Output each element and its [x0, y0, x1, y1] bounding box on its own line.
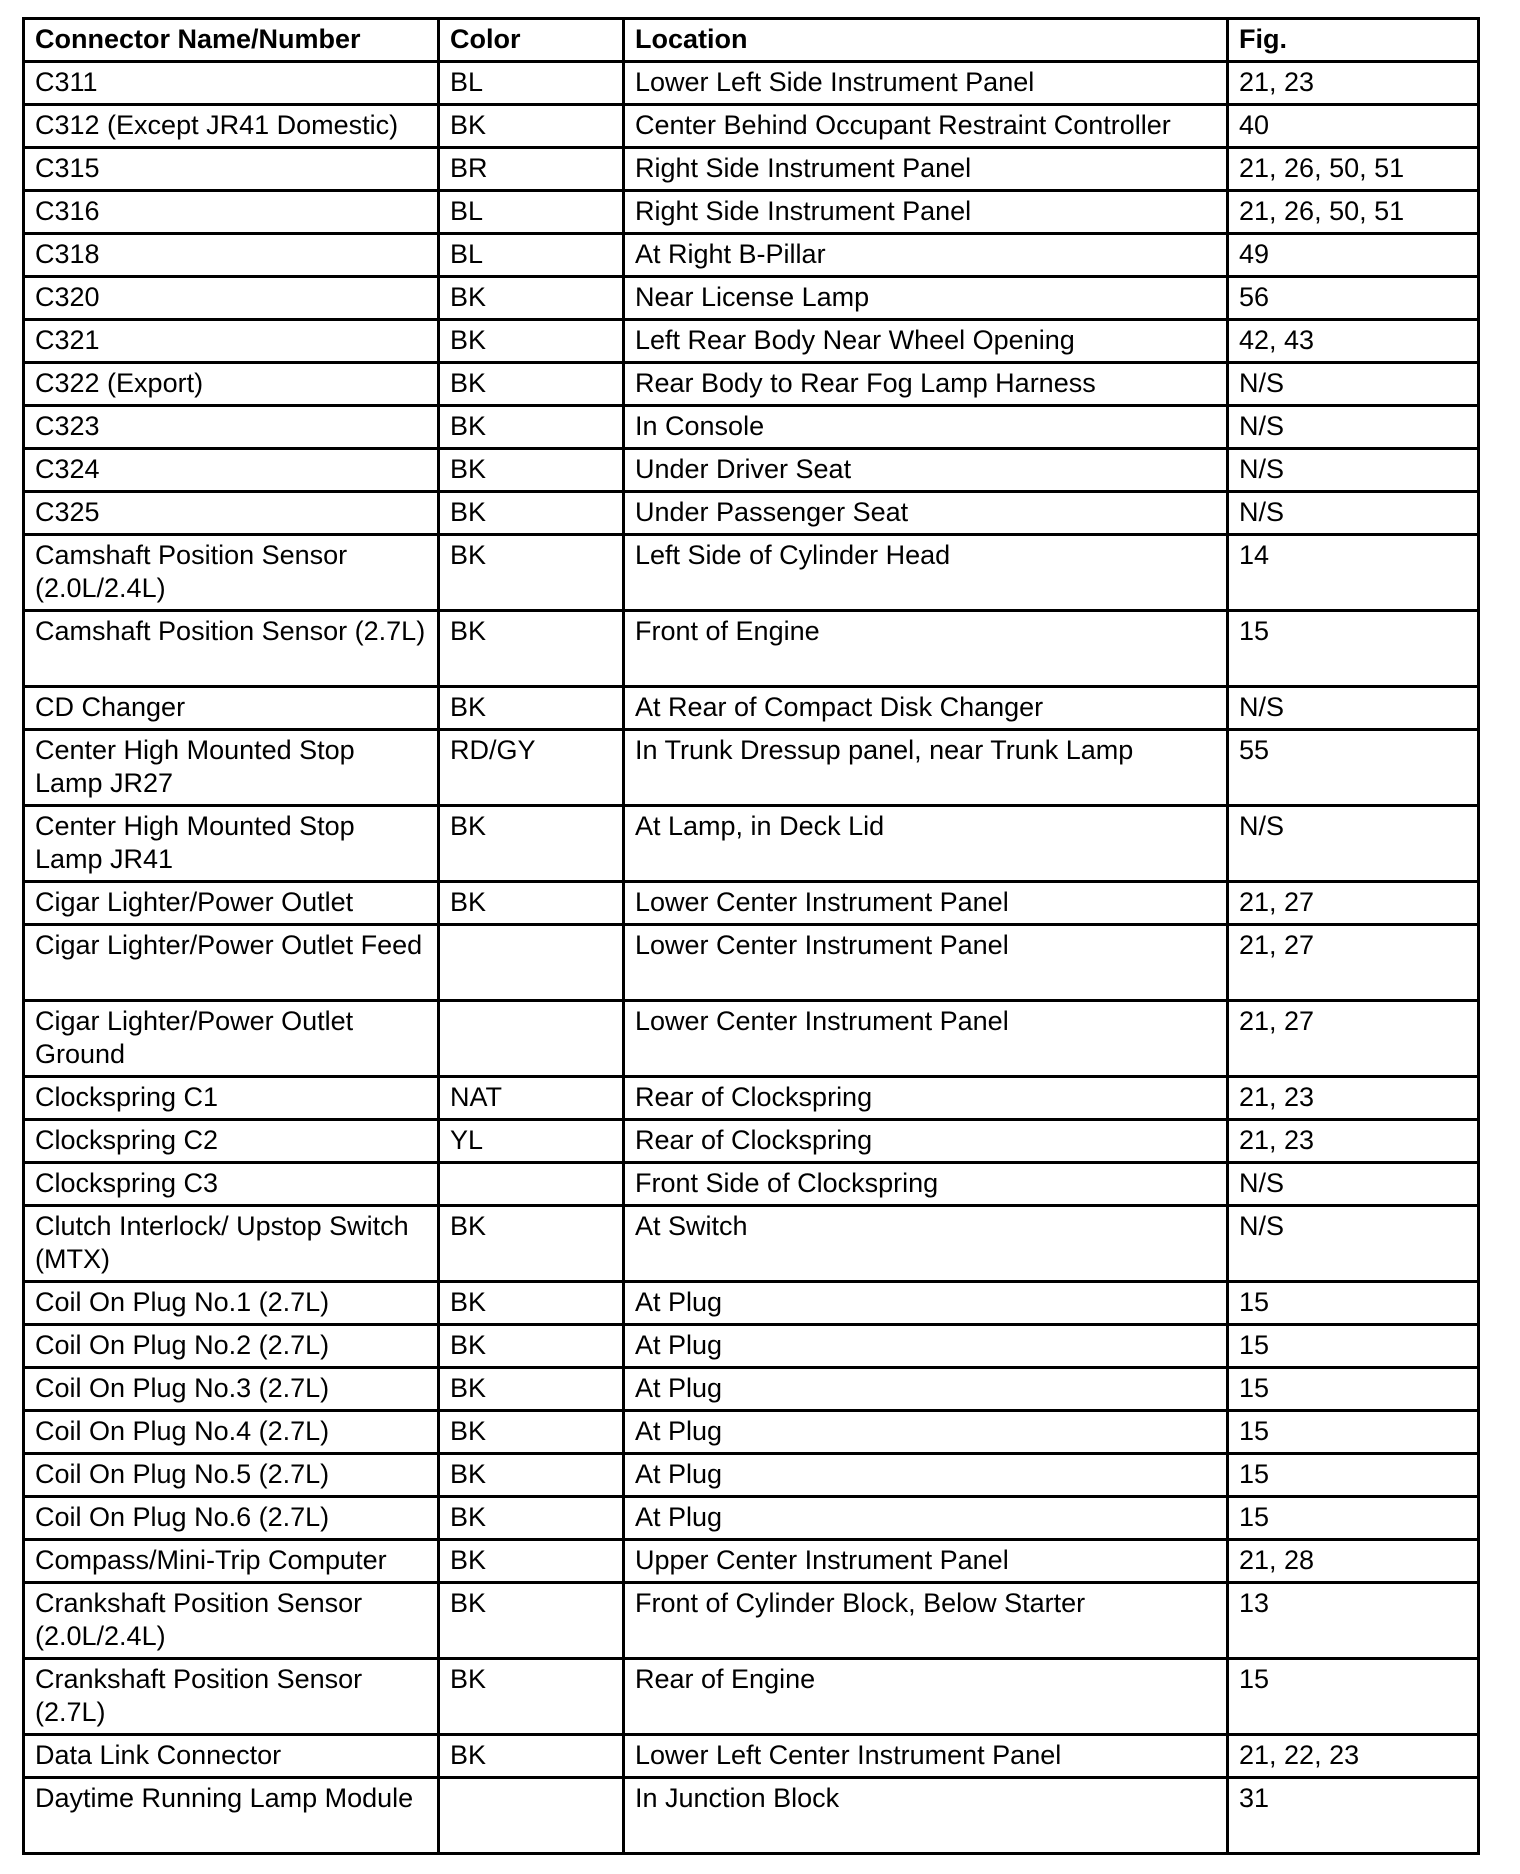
table-row	[24, 1583, 1479, 1659]
table-row	[24, 1206, 1479, 1282]
cell-fig: N/S	[1228, 363, 1479, 406]
cell-connector: Coil On Plug No.1 (2.7L)	[24, 1282, 439, 1325]
cell-color: BK	[439, 535, 624, 611]
cell-connector: Camshaft Position Sensor (2.7L)	[24, 611, 439, 687]
table-row	[24, 1325, 1479, 1368]
cell-connector: Camshaft Position Sensor (2.0L/2.4L)	[24, 535, 439, 611]
table-row	[24, 1735, 1479, 1778]
cell-color: BK	[439, 1497, 624, 1540]
cell-color: BK	[439, 105, 624, 148]
cell-fig: 21, 26, 50, 51	[1228, 191, 1479, 234]
cell-connector: Daytime Running Lamp Module	[24, 1778, 439, 1854]
cell-color: BL	[439, 62, 624, 105]
cell-connector: Compass/Mini-Trip Computer	[24, 1540, 439, 1583]
table-row	[24, 1120, 1479, 1163]
cell-color: BK	[439, 1282, 624, 1325]
cell-connector: Coil On Plug No.4 (2.7L)	[24, 1411, 439, 1454]
cell-connector: C322 (Export)	[24, 363, 439, 406]
table-row	[24, 62, 1479, 105]
cell-fig: 21, 27	[1228, 925, 1479, 1001]
cell-color: BK	[439, 1583, 624, 1659]
cell-fig: 21, 22, 23	[1228, 1735, 1479, 1778]
cell-fig: 15	[1228, 611, 1479, 687]
cell-connector: CD Changer	[24, 687, 439, 730]
cell-fig: N/S	[1228, 1163, 1479, 1206]
cell-fig: 15	[1228, 1325, 1479, 1368]
cell-connector: Cigar Lighter/Power Outlet Ground	[24, 1001, 439, 1077]
cell-fig: 15	[1228, 1454, 1479, 1497]
cell-location: In Trunk Dressup panel, near Trunk Lamp	[624, 730, 1228, 806]
cell-location: At Switch	[624, 1206, 1228, 1282]
cell-fig: 15	[1228, 1411, 1479, 1454]
cell-fig: N/S	[1228, 406, 1479, 449]
cell-location: Lower Center Instrument Panel	[624, 1001, 1228, 1077]
cell-fig: 55	[1228, 730, 1479, 806]
cell-fig: 15	[1228, 1368, 1479, 1411]
table-row	[24, 363, 1479, 406]
cell-connector: Clockspring C3	[24, 1163, 439, 1206]
cell-location: At Lamp, in Deck Lid	[624, 806, 1228, 882]
cell-location: At Plug	[624, 1368, 1228, 1411]
cell-fig: 15	[1228, 1497, 1479, 1540]
cell-connector: C318	[24, 234, 439, 277]
cell-color: BK	[439, 1206, 624, 1282]
table-row	[24, 234, 1479, 277]
cell-connector: Center High Mounted Stop Lamp JR27	[24, 730, 439, 806]
cell-color: YL	[439, 1120, 624, 1163]
cell-color: BR	[439, 148, 624, 191]
cell-color	[439, 1001, 624, 1077]
cell-location: Right Side Instrument Panel	[624, 148, 1228, 191]
cell-fig: 21, 23	[1228, 1077, 1479, 1120]
cell-fig: 42, 43	[1228, 320, 1479, 363]
cell-fig: 21, 28	[1228, 1540, 1479, 1583]
cell-location: In Console	[624, 406, 1228, 449]
cell-connector: C312 (Except JR41 Domestic)	[24, 105, 439, 148]
table-row	[24, 611, 1479, 687]
cell-connector: Coil On Plug No.6 (2.7L)	[24, 1497, 439, 1540]
cell-fig: 21, 23	[1228, 1120, 1479, 1163]
cell-fig: 21, 26, 50, 51	[1228, 148, 1479, 191]
cell-fig: 15	[1228, 1659, 1479, 1735]
connector-location-table	[22, 17, 1480, 1855]
cell-color: BK	[439, 1368, 624, 1411]
cell-connector: C316	[24, 191, 439, 234]
table-row	[24, 320, 1479, 363]
cell-fig: 21, 27	[1228, 882, 1479, 925]
cell-color: BK	[439, 1659, 624, 1735]
cell-fig: 49	[1228, 234, 1479, 277]
cell-connector: Crankshaft Position Sensor (2.0L/2.4L)	[24, 1583, 439, 1659]
cell-connector: C311	[24, 62, 439, 105]
table-row	[24, 882, 1479, 925]
cell-color: BK	[439, 406, 624, 449]
cell-fig: 40	[1228, 105, 1479, 148]
table-row	[24, 1077, 1479, 1120]
cell-color: RD/GY	[439, 730, 624, 806]
cell-color: BK	[439, 1540, 624, 1583]
header-color: Color	[439, 19, 624, 62]
table-row	[24, 925, 1479, 1001]
table-row	[24, 1411, 1479, 1454]
cell-color: BK	[439, 1325, 624, 1368]
cell-location: Center Behind Occupant Restraint Controller	[624, 105, 1228, 148]
cell-color: BK	[439, 882, 624, 925]
cell-color	[439, 1163, 624, 1206]
table-row	[24, 730, 1479, 806]
cell-location: Upper Center Instrument Panel	[624, 1540, 1228, 1583]
table-row	[24, 148, 1479, 191]
table-row	[24, 806, 1479, 882]
header-connector-name: Connector Name/Number	[24, 19, 439, 62]
cell-location: Lower Center Instrument Panel	[624, 925, 1228, 1001]
table-row	[24, 1163, 1479, 1206]
cell-location: Front of Engine	[624, 611, 1228, 687]
table-row	[24, 492, 1479, 535]
cell-location: Lower Left Side Instrument Panel	[624, 62, 1228, 105]
cell-fig: 31	[1228, 1778, 1479, 1854]
cell-connector: Crankshaft Position Sensor (2.7L)	[24, 1659, 439, 1735]
cell-fig: N/S	[1228, 806, 1479, 882]
cell-color: BK	[439, 320, 624, 363]
cell-color	[439, 925, 624, 1001]
cell-fig: N/S	[1228, 449, 1479, 492]
header-location: Location	[624, 19, 1228, 62]
cell-color: BK	[439, 363, 624, 406]
cell-location: Rear Body to Rear Fog Lamp Harness	[624, 363, 1228, 406]
cell-color: BK	[439, 611, 624, 687]
cell-color: BK	[439, 1411, 624, 1454]
cell-location: At Plug	[624, 1497, 1228, 1540]
cell-connector: Clockspring C2	[24, 1120, 439, 1163]
cell-connector: C321	[24, 320, 439, 363]
table-row	[24, 1282, 1479, 1325]
cell-fig: N/S	[1228, 492, 1479, 535]
cell-fig: 21, 27	[1228, 1001, 1479, 1077]
cell-location: Lower Left Center Instrument Panel	[624, 1735, 1228, 1778]
cell-connector: C320	[24, 277, 439, 320]
cell-location: Under Passenger Seat	[624, 492, 1228, 535]
cell-location: Left Side of Cylinder Head	[624, 535, 1228, 611]
cell-connector: Coil On Plug No.3 (2.7L)	[24, 1368, 439, 1411]
cell-connector: C324	[24, 449, 439, 492]
cell-location: Front of Cylinder Block, Below Starter	[624, 1583, 1228, 1659]
cell-connector: C325	[24, 492, 439, 535]
cell-location: At Plug	[624, 1454, 1228, 1497]
cell-fig: N/S	[1228, 687, 1479, 730]
cell-location: At Plug	[624, 1282, 1228, 1325]
table-row	[24, 277, 1479, 320]
table-row	[24, 191, 1479, 234]
table-row	[24, 449, 1479, 492]
cell-location: Rear of Clockspring	[624, 1077, 1228, 1120]
cell-location: Near License Lamp	[624, 277, 1228, 320]
table-row	[24, 1454, 1479, 1497]
cell-color: BK	[439, 1454, 624, 1497]
table-row	[24, 535, 1479, 611]
connector-table-container	[22, 17, 1477, 1855]
cell-location: Front Side of Clockspring	[624, 1163, 1228, 1206]
cell-location: Lower Center Instrument Panel	[624, 882, 1228, 925]
cell-fig: 21, 23	[1228, 62, 1479, 105]
cell-location: Right Side Instrument Panel	[624, 191, 1228, 234]
cell-location: At Plug	[624, 1325, 1228, 1368]
cell-connector: C315	[24, 148, 439, 191]
header-fig: Fig.	[1228, 19, 1479, 62]
cell-color: NAT	[439, 1077, 624, 1120]
cell-color: BK	[439, 449, 624, 492]
cell-location: In Junction Block	[624, 1778, 1228, 1854]
cell-color: BK	[439, 277, 624, 320]
table-row	[24, 1497, 1479, 1540]
cell-location: At Plug	[624, 1411, 1228, 1454]
cell-location: Under Driver Seat	[624, 449, 1228, 492]
table-row	[24, 687, 1479, 730]
cell-location: At Right B-Pillar	[624, 234, 1228, 277]
cell-color: BL	[439, 234, 624, 277]
cell-connector: Coil On Plug No.5 (2.7L)	[24, 1454, 439, 1497]
cell-connector: Clutch Interlock/ Upstop Switch (MTX)	[24, 1206, 439, 1282]
cell-fig: 13	[1228, 1583, 1479, 1659]
cell-location: At Rear of Compact Disk Changer	[624, 687, 1228, 730]
cell-fig: 14	[1228, 535, 1479, 611]
cell-color: BL	[439, 191, 624, 234]
cell-connector: Coil On Plug No.2 (2.7L)	[24, 1325, 439, 1368]
cell-fig: N/S	[1228, 1206, 1479, 1282]
table-row	[24, 1368, 1479, 1411]
cell-location: Rear of Engine	[624, 1659, 1228, 1735]
cell-connector: Clockspring C1	[24, 1077, 439, 1120]
table-row	[24, 1778, 1479, 1854]
table-row	[24, 1540, 1479, 1583]
cell-connector: Cigar Lighter/Power Outlet Feed	[24, 925, 439, 1001]
cell-connector: Center High Mounted Stop Lamp JR41	[24, 806, 439, 882]
table-row	[24, 1659, 1479, 1735]
table-row	[24, 406, 1479, 449]
cell-color: BK	[439, 806, 624, 882]
cell-fig: 15	[1228, 1282, 1479, 1325]
cell-connector: C323	[24, 406, 439, 449]
table-header-row	[24, 19, 1479, 62]
cell-color: BK	[439, 1735, 624, 1778]
table-row	[24, 1001, 1479, 1077]
cell-fig: 56	[1228, 277, 1479, 320]
cell-color: BK	[439, 687, 624, 730]
cell-color: BK	[439, 492, 624, 535]
cell-connector: Cigar Lighter/Power Outlet	[24, 882, 439, 925]
cell-location: Left Rear Body Near Wheel Opening	[624, 320, 1228, 363]
cell-color	[439, 1778, 624, 1854]
table-row	[24, 105, 1479, 148]
cell-connector: Data Link Connector	[24, 1735, 439, 1778]
cell-location: Rear of Clockspring	[624, 1120, 1228, 1163]
